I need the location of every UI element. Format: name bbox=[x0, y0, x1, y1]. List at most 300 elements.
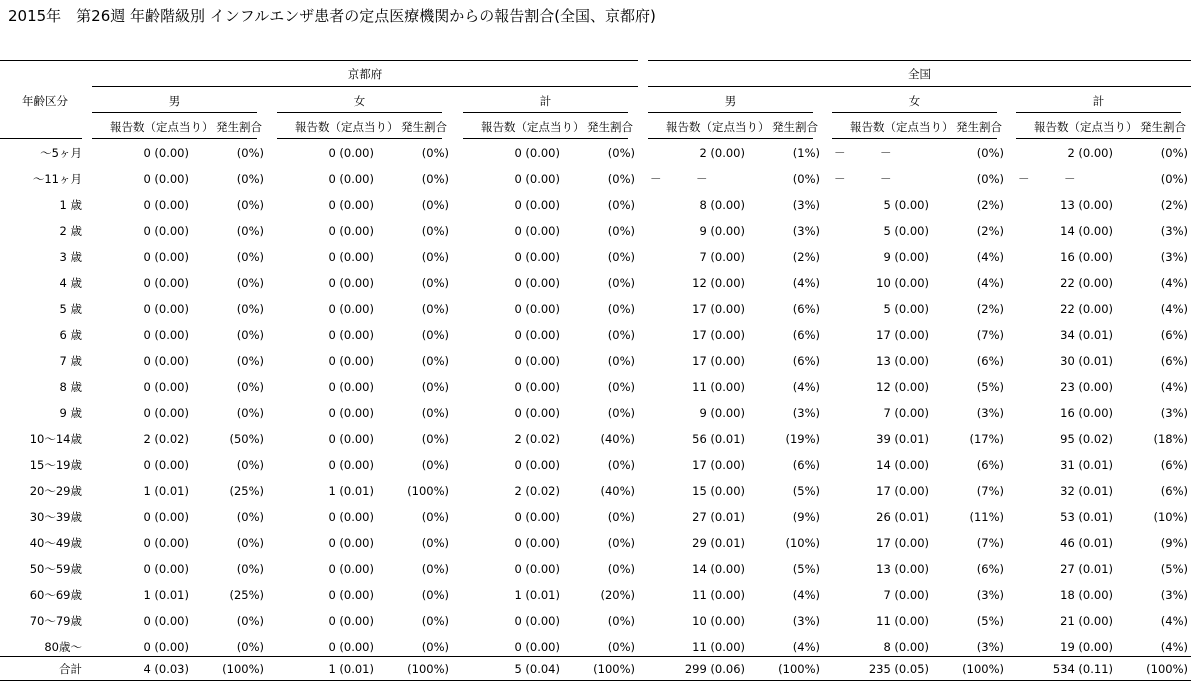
ratio-cell: (4%) bbox=[792, 276, 820, 290]
age-label: 3 歳 bbox=[59, 250, 82, 264]
table-bottom-rule bbox=[0, 680, 1191, 681]
ratio-cell: (0%) bbox=[421, 146, 449, 160]
ratio-cell: (2%) bbox=[976, 198, 1004, 212]
ratio-cell: (7%) bbox=[976, 536, 1004, 550]
ratio-cell: (4%) bbox=[1160, 640, 1188, 654]
region-rule bbox=[92, 86, 638, 87]
report-count-cell: 10 (0.00) bbox=[876, 276, 929, 290]
report-count-cell: 0 (0.00) bbox=[143, 276, 189, 290]
ratio-cell: (3%) bbox=[976, 588, 1004, 602]
age-label: 9 歳 bbox=[59, 406, 82, 420]
ratio-cell: (4%) bbox=[1160, 276, 1188, 290]
ratio-cell: (0%) bbox=[421, 640, 449, 654]
ratio-cell: (0%) bbox=[607, 614, 635, 628]
report-count-cell: 17 (0.00) bbox=[876, 536, 929, 550]
header-bottom-rule bbox=[1016, 138, 1181, 139]
report-count-cell: 0 (0.00) bbox=[514, 380, 560, 394]
ratio-cell: (0%) bbox=[236, 172, 264, 186]
ratio-cell: (0%) bbox=[421, 536, 449, 550]
region-label-national: 全国 bbox=[908, 67, 931, 81]
ratio-cell: (0%) bbox=[421, 614, 449, 628]
report-count-cell: 0 (0.00) bbox=[328, 328, 374, 342]
report-count-cell: 0 (0.00) bbox=[143, 458, 189, 472]
report-count-header: 報告数（定点当り） bbox=[1034, 120, 1138, 134]
report-count-cell: 0 (0.00) bbox=[143, 302, 189, 316]
ratio-cell: (4%) bbox=[1160, 302, 1188, 316]
ratio-cell: (10%) bbox=[785, 536, 820, 550]
report-count-cell: 95 (0.02) bbox=[1060, 432, 1113, 446]
report-count-cell: 0 (0.00) bbox=[328, 406, 374, 420]
report-count-cell: 0 (0.00) bbox=[514, 562, 560, 576]
age-label: 4 歳 bbox=[59, 276, 82, 290]
age-label: 70～79歳 bbox=[29, 614, 82, 628]
report-count-cell: 11 (0.00) bbox=[692, 588, 745, 602]
ratio-cell: (100%) bbox=[778, 662, 820, 676]
report-count-cell: 0 (0.00) bbox=[514, 276, 560, 290]
ratio-cell: (0%) bbox=[421, 380, 449, 394]
ratio-cell: (7%) bbox=[976, 328, 1004, 342]
header-bottom-rule bbox=[92, 138, 257, 139]
ratio-cell: (100%) bbox=[962, 662, 1004, 676]
ratio-cell: (0%) bbox=[976, 172, 1004, 186]
ratio-cell: (3%) bbox=[1160, 224, 1188, 238]
ratio-cell: (0%) bbox=[236, 640, 264, 654]
ratio-cell: (6%) bbox=[976, 458, 1004, 472]
report-count-cell: 27 (0.01) bbox=[692, 510, 745, 524]
gender-label: 女 bbox=[908, 94, 921, 108]
gender-rule bbox=[277, 112, 442, 113]
report-count-cell: 8 (0.00) bbox=[699, 198, 745, 212]
report-count-cell: 34 (0.01) bbox=[1060, 328, 1113, 342]
report-count-cell: 46 (0.01) bbox=[1060, 536, 1113, 550]
ratio-cell: (0%) bbox=[607, 224, 635, 238]
ratio-cell: (2%) bbox=[976, 224, 1004, 238]
ratio-cell: (0%) bbox=[236, 146, 264, 160]
ratio-header: 発生割合 bbox=[216, 120, 262, 134]
ratio-cell: (6%) bbox=[792, 328, 820, 342]
total-rule bbox=[0, 656, 1191, 657]
report-count-cell: 29 (0.01) bbox=[692, 536, 745, 550]
report-count-cell: 32 (0.01) bbox=[1060, 484, 1113, 498]
header-bottom-rule bbox=[0, 138, 82, 139]
report-count-cell: 14 (0.00) bbox=[1060, 224, 1113, 238]
report-count-header: 報告数（定点当り） bbox=[481, 120, 585, 134]
age-label: 20～29歳 bbox=[29, 484, 82, 498]
report-count-cell: 0 (0.00) bbox=[143, 380, 189, 394]
report-count-cell: 0 (0.00) bbox=[328, 380, 374, 394]
report-count-cell: 0 (0.00) bbox=[514, 614, 560, 628]
report-count-cell: 8 (0.00) bbox=[883, 640, 929, 654]
ratio-cell: (3%) bbox=[976, 640, 1004, 654]
report-count-cell: 0 (0.00) bbox=[328, 146, 374, 160]
header-bottom-rule bbox=[463, 138, 628, 139]
ratio-cell: (0%) bbox=[607, 458, 635, 472]
ratio-cell: (9%) bbox=[792, 510, 820, 524]
age-label: 30～39歳 bbox=[29, 510, 82, 524]
report-count-cell: 19 (0.00) bbox=[1060, 640, 1113, 654]
report-count-cell: 7 (0.00) bbox=[699, 250, 745, 264]
ratio-cell: (0%) bbox=[421, 510, 449, 524]
report-count-cell: 30 (0.01) bbox=[1060, 354, 1113, 368]
age-label: 10～14歳 bbox=[29, 432, 82, 446]
report-count-cell: 0 (0.00) bbox=[328, 614, 374, 628]
report-count-cell: 0 (0.00) bbox=[143, 562, 189, 576]
ratio-cell: (0%) bbox=[236, 276, 264, 290]
report-count-cell: 11 (0.00) bbox=[692, 380, 745, 394]
report-count-cell: 5 (0.00) bbox=[883, 224, 929, 238]
report-count-cell: 27 (0.01) bbox=[1060, 562, 1113, 576]
age-label: ～11ヶ月 bbox=[32, 172, 82, 186]
report-count-cell: 14 (0.00) bbox=[876, 458, 929, 472]
header-bottom-rule bbox=[277, 138, 442, 139]
report-count-cell: 0 (0.00) bbox=[143, 354, 189, 368]
report-count-cell: 16 (0.00) bbox=[1060, 250, 1113, 264]
age-column-header: 年齢区分 bbox=[22, 94, 68, 108]
ratio-cell: (6%) bbox=[792, 354, 820, 368]
ratio-cell: (0%) bbox=[236, 328, 264, 342]
report-count-cell: 16 (0.00) bbox=[1060, 406, 1113, 420]
report-count-cell: 9 (0.00) bbox=[883, 250, 929, 264]
report-count-cell: 0 (0.00) bbox=[514, 302, 560, 316]
ratio-cell: (0%) bbox=[607, 354, 635, 368]
report-count-cell: 31 (0.01) bbox=[1060, 458, 1113, 472]
region-rule bbox=[648, 86, 1191, 87]
report-count-cell: 2 (0.02) bbox=[514, 484, 560, 498]
ratio-cell: (10%) bbox=[1153, 510, 1188, 524]
report-count-cell: 0 (0.00) bbox=[328, 432, 374, 446]
report-count-cell: 0 (0.00) bbox=[328, 172, 374, 186]
ratio-cell: (3%) bbox=[792, 198, 820, 212]
ratio-cell: (0%) bbox=[236, 302, 264, 316]
report-count-cell: 17 (0.00) bbox=[876, 328, 929, 342]
report-count-cell: 0 (0.00) bbox=[143, 250, 189, 264]
report-count-cell: 534 (0.11) bbox=[1052, 662, 1113, 676]
ratio-cell: (0%) bbox=[421, 406, 449, 420]
report-count-cell: 1 (0.01) bbox=[328, 484, 374, 498]
ratio-cell: (4%) bbox=[792, 640, 820, 654]
report-count-cell: 0 (0.00) bbox=[143, 328, 189, 342]
ratio-cell: (2%) bbox=[792, 250, 820, 264]
report-count-cell: 17 (0.00) bbox=[692, 302, 745, 316]
report-count-cell: 13 (0.00) bbox=[876, 354, 929, 368]
gender-label: 計 bbox=[1092, 94, 1105, 108]
age-label: 60～69歳 bbox=[29, 588, 82, 602]
ratio-header: 発生割合 bbox=[587, 120, 633, 134]
ratio-cell: (7%) bbox=[976, 484, 1004, 498]
ratio-cell: (0%) bbox=[421, 224, 449, 238]
report-count-cell: 5 (0.04) bbox=[514, 662, 560, 676]
report-count-cell: － － bbox=[650, 172, 708, 186]
report-count-cell: 2 (0.02) bbox=[143, 432, 189, 446]
gender-label: 計 bbox=[539, 94, 552, 108]
ratio-cell: (4%) bbox=[792, 588, 820, 602]
report-count-cell: 17 (0.00) bbox=[876, 484, 929, 498]
report-count-header: 報告数（定点当り） bbox=[110, 120, 214, 134]
report-count-cell: 17 (0.00) bbox=[692, 354, 745, 368]
report-count-cell: 2 (0.02) bbox=[514, 432, 560, 446]
ratio-cell: (0%) bbox=[236, 250, 264, 264]
gender-rule bbox=[463, 112, 628, 113]
ratio-cell: (0%) bbox=[792, 172, 820, 186]
age-label: 80歳～ bbox=[44, 640, 82, 654]
report-count-cell: 17 (0.00) bbox=[692, 458, 745, 472]
ratio-cell: (4%) bbox=[1160, 380, 1188, 394]
report-count-cell: 15 (0.00) bbox=[692, 484, 745, 498]
header-bottom-rule bbox=[832, 138, 997, 139]
report-count-cell: 0 (0.00) bbox=[514, 146, 560, 160]
ratio-cell: (17%) bbox=[969, 432, 1004, 446]
report-count-cell: 13 (0.00) bbox=[876, 562, 929, 576]
report-count-cell: 0 (0.00) bbox=[328, 354, 374, 368]
age-label: 6 歳 bbox=[59, 328, 82, 342]
ratio-cell: (0%) bbox=[421, 588, 449, 602]
ratio-cell: (11%) bbox=[969, 510, 1004, 524]
ratio-cell: (100%) bbox=[1146, 662, 1188, 676]
report-count-cell: 1 (0.01) bbox=[143, 484, 189, 498]
report-count-cell: 299 (0.06) bbox=[684, 662, 745, 676]
ratio-cell: (2%) bbox=[976, 302, 1004, 316]
report-count-cell: 10 (0.00) bbox=[692, 614, 745, 628]
ratio-cell: (5%) bbox=[976, 614, 1004, 628]
ratio-cell: (3%) bbox=[1160, 250, 1188, 264]
report-count-cell: 0 (0.00) bbox=[328, 276, 374, 290]
ratio-cell: (0%) bbox=[607, 562, 635, 576]
gender-rule bbox=[832, 112, 997, 113]
ratio-cell: (0%) bbox=[607, 172, 635, 186]
report-count-cell: 0 (0.00) bbox=[143, 406, 189, 420]
report-count-cell: 0 (0.00) bbox=[143, 614, 189, 628]
ratio-header: 発生割合 bbox=[401, 120, 447, 134]
ratio-cell: (0%) bbox=[421, 172, 449, 186]
ratio-cell: (5%) bbox=[792, 562, 820, 576]
ratio-cell: (0%) bbox=[421, 458, 449, 472]
report-count-cell: 0 (0.00) bbox=[143, 198, 189, 212]
report-count-header: 報告数（定点当り） bbox=[850, 120, 954, 134]
age-label: 1 歳 bbox=[59, 198, 82, 212]
report-count-cell: 0 (0.00) bbox=[143, 146, 189, 160]
table-top-rule bbox=[0, 60, 638, 61]
report-count-cell: 0 (0.00) bbox=[514, 224, 560, 238]
report-count-cell: 39 (0.01) bbox=[876, 432, 929, 446]
report-count-cell: － － bbox=[834, 172, 892, 186]
ratio-cell: (25%) bbox=[229, 588, 264, 602]
report-count-cell: 0 (0.00) bbox=[328, 510, 374, 524]
report-count-cell: 12 (0.00) bbox=[876, 380, 929, 394]
ratio-cell: (0%) bbox=[421, 562, 449, 576]
report-count-cell: 5 (0.00) bbox=[883, 198, 929, 212]
ratio-cell: (3%) bbox=[792, 614, 820, 628]
report-count-cell: 0 (0.00) bbox=[143, 536, 189, 550]
report-count-cell: 0 (0.00) bbox=[328, 224, 374, 238]
report-count-cell: 4 (0.03) bbox=[143, 662, 189, 676]
report-count-cell: 235 (0.05) bbox=[868, 662, 929, 676]
report-count-cell: － － bbox=[834, 146, 892, 160]
ratio-cell: (1%) bbox=[792, 146, 820, 160]
ratio-cell: (40%) bbox=[600, 484, 635, 498]
ratio-cell: (3%) bbox=[1160, 406, 1188, 420]
report-count-cell: 0 (0.00) bbox=[514, 640, 560, 654]
report-count-cell: － － bbox=[1018, 172, 1076, 186]
age-label: 8 歳 bbox=[59, 380, 82, 394]
gender-rule bbox=[92, 112, 257, 113]
ratio-cell: (0%) bbox=[236, 198, 264, 212]
report-count-cell: 1 (0.01) bbox=[514, 588, 560, 602]
report-count-cell: 21 (0.00) bbox=[1060, 614, 1113, 628]
report-count-cell: 0 (0.00) bbox=[514, 172, 560, 186]
report-count-cell: 2 (0.00) bbox=[699, 146, 745, 160]
ratio-header: 発生割合 bbox=[1140, 120, 1186, 134]
ratio-cell: (0%) bbox=[236, 614, 264, 628]
ratio-cell: (0%) bbox=[1160, 146, 1188, 160]
report-count-header: 報告数（定点当り） bbox=[666, 120, 770, 134]
age-label: 2 歳 bbox=[59, 224, 82, 238]
ratio-cell: (0%) bbox=[607, 406, 635, 420]
ratio-cell: (4%) bbox=[976, 276, 1004, 290]
ratio-cell: (0%) bbox=[236, 406, 264, 420]
ratio-cell: (100%) bbox=[407, 484, 449, 498]
ratio-cell: (19%) bbox=[785, 432, 820, 446]
report-count-cell: 1 (0.01) bbox=[143, 588, 189, 602]
ratio-cell: (5%) bbox=[1160, 562, 1188, 576]
ratio-cell: (0%) bbox=[236, 224, 264, 238]
ratio-cell: (100%) bbox=[222, 662, 264, 676]
report-count-cell: 0 (0.00) bbox=[514, 354, 560, 368]
report-count-cell: 26 (0.01) bbox=[876, 510, 929, 524]
ratio-cell: (4%) bbox=[1160, 614, 1188, 628]
report-count-cell: 0 (0.00) bbox=[328, 562, 374, 576]
ratio-cell: (6%) bbox=[792, 458, 820, 472]
ratio-cell: (0%) bbox=[236, 562, 264, 576]
ratio-cell: (0%) bbox=[1160, 172, 1188, 186]
ratio-cell: (6%) bbox=[976, 354, 1004, 368]
ratio-cell: (0%) bbox=[607, 276, 635, 290]
ratio-cell: (6%) bbox=[1160, 328, 1188, 342]
report-count-cell: 9 (0.00) bbox=[699, 406, 745, 420]
ratio-cell: (50%) bbox=[229, 432, 264, 446]
age-label: 15～19歳 bbox=[29, 458, 82, 472]
report-count-cell: 0 (0.00) bbox=[514, 328, 560, 342]
report-count-cell: 0 (0.00) bbox=[143, 510, 189, 524]
ratio-cell: (3%) bbox=[1160, 588, 1188, 602]
ratio-cell: (0%) bbox=[421, 250, 449, 264]
ratio-cell: (0%) bbox=[421, 354, 449, 368]
report-count-cell: 13 (0.00) bbox=[1060, 198, 1113, 212]
report-count-header: 報告数（定点当り） bbox=[295, 120, 399, 134]
report-count-cell: 53 (0.01) bbox=[1060, 510, 1113, 524]
report-count-cell: 0 (0.00) bbox=[328, 302, 374, 316]
ratio-cell: (6%) bbox=[1160, 484, 1188, 498]
ratio-cell: (9%) bbox=[1160, 536, 1188, 550]
age-label: 5 歳 bbox=[59, 302, 82, 316]
ratio-cell: (100%) bbox=[593, 662, 635, 676]
region-label-kyoto: 京都府 bbox=[347, 67, 383, 81]
report-count-cell: 0 (0.00) bbox=[328, 640, 374, 654]
age-label: 40～49歳 bbox=[29, 536, 82, 550]
ratio-cell: (0%) bbox=[421, 328, 449, 342]
header-bottom-rule bbox=[648, 138, 813, 139]
total-label: 合計 bbox=[59, 662, 82, 676]
ratio-cell: (0%) bbox=[607, 198, 635, 212]
ratio-cell: (0%) bbox=[421, 276, 449, 290]
ratio-cell: (0%) bbox=[976, 146, 1004, 160]
age-label: 7 歳 bbox=[59, 354, 82, 368]
ratio-cell: (6%) bbox=[976, 562, 1004, 576]
report-count-cell: 0 (0.00) bbox=[514, 250, 560, 264]
ratio-cell: (20%) bbox=[600, 588, 635, 602]
ratio-cell: (40%) bbox=[600, 432, 635, 446]
report-count-cell: 7 (0.00) bbox=[883, 406, 929, 420]
report-count-cell: 5 (0.00) bbox=[883, 302, 929, 316]
ratio-cell: (18%) bbox=[1153, 432, 1188, 446]
ratio-cell: (0%) bbox=[607, 510, 635, 524]
report-count-cell: 0 (0.00) bbox=[143, 640, 189, 654]
report-count-cell: 0 (0.00) bbox=[143, 172, 189, 186]
ratio-cell: (0%) bbox=[607, 250, 635, 264]
ratio-cell: (3%) bbox=[976, 406, 1004, 420]
ratio-header: 発生割合 bbox=[956, 120, 1002, 134]
report-count-cell: 18 (0.00) bbox=[1060, 588, 1113, 602]
ratio-cell: (0%) bbox=[236, 536, 264, 550]
report-count-cell: 1 (0.01) bbox=[328, 662, 374, 676]
ratio-cell: (100%) bbox=[407, 662, 449, 676]
report-count-cell: 0 (0.00) bbox=[328, 458, 374, 472]
ratio-cell: (0%) bbox=[421, 198, 449, 212]
report-count-cell: 0 (0.00) bbox=[328, 588, 374, 602]
ratio-cell: (3%) bbox=[792, 406, 820, 420]
ratio-header: 発生割合 bbox=[772, 120, 818, 134]
ratio-cell: (25%) bbox=[229, 484, 264, 498]
ratio-cell: (0%) bbox=[607, 302, 635, 316]
ratio-cell: (6%) bbox=[792, 302, 820, 316]
report-count-cell: 11 (0.00) bbox=[876, 614, 929, 628]
report-count-cell: 7 (0.00) bbox=[883, 588, 929, 602]
report-count-cell: 56 (0.01) bbox=[692, 432, 745, 446]
ratio-cell: (5%) bbox=[792, 484, 820, 498]
report-count-cell: 0 (0.00) bbox=[514, 510, 560, 524]
ratio-cell: (0%) bbox=[236, 458, 264, 472]
gender-label: 男 bbox=[168, 94, 181, 108]
ratio-cell: (5%) bbox=[976, 380, 1004, 394]
gender-label: 男 bbox=[724, 94, 737, 108]
ratio-cell: (0%) bbox=[236, 354, 264, 368]
gender-label: 女 bbox=[353, 94, 366, 108]
age-label: ～5ヶ月 bbox=[40, 146, 82, 160]
report-count-cell: 0 (0.00) bbox=[328, 536, 374, 550]
ratio-cell: (0%) bbox=[236, 380, 264, 394]
report-count-cell: 12 (0.00) bbox=[692, 276, 745, 290]
ratio-cell: (2%) bbox=[1160, 198, 1188, 212]
report-count-cell: 0 (0.00) bbox=[514, 536, 560, 550]
report-count-cell: 0 (0.00) bbox=[328, 250, 374, 264]
page-title: 2015年 第26週 年齢階級別 インフルエンザ患者の定点医療機関からの報告割合(全国、京都府) bbox=[8, 7, 656, 25]
age-label: 50～59歳 bbox=[29, 562, 82, 576]
ratio-cell: (6%) bbox=[1160, 458, 1188, 472]
ratio-cell: (0%) bbox=[607, 640, 635, 654]
ratio-cell: (4%) bbox=[976, 250, 1004, 264]
ratio-cell: (3%) bbox=[792, 224, 820, 238]
gender-rule bbox=[648, 112, 813, 113]
table-top-rule bbox=[648, 60, 1191, 61]
gender-rule bbox=[1016, 112, 1181, 113]
report-count-cell: 23 (0.00) bbox=[1060, 380, 1113, 394]
ratio-cell: (0%) bbox=[236, 510, 264, 524]
report-count-cell: 22 (0.00) bbox=[1060, 276, 1113, 290]
ratio-cell: (0%) bbox=[607, 146, 635, 160]
report-count-cell: 2 (0.00) bbox=[1067, 146, 1113, 160]
ratio-cell: (0%) bbox=[421, 432, 449, 446]
report-count-cell: 0 (0.00) bbox=[514, 198, 560, 212]
report-count-cell: 0 (0.00) bbox=[143, 224, 189, 238]
